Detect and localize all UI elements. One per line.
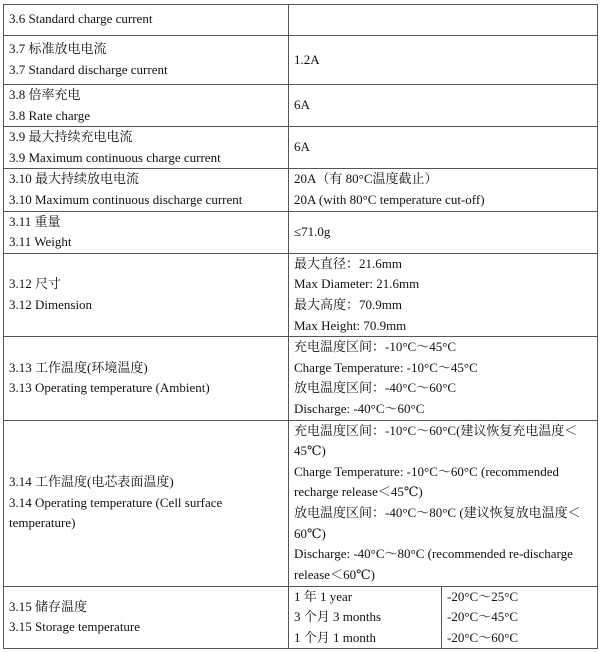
spec-value-line: 6A — [294, 139, 310, 155]
spec-value-line: ≤71.0g — [294, 223, 331, 239]
spec-label-line: 3.9 最大持续充电电流 — [9, 129, 133, 145]
spec-label-line: 3.6 Standard charge current — [9, 11, 153, 26]
spec-value — [289, 337, 598, 420]
spec-value — [289, 211, 598, 253]
spec-value — [289, 253, 598, 336]
spec-value-line: 充电温度区间：-10°C～45°C — [294, 339, 457, 355]
spec-label — [4, 5, 289, 36]
storage-range: -20°C～60°C — [447, 629, 519, 645]
specification-table — [3, 4, 598, 649]
spec-label — [4, 85, 289, 127]
spec-label-line: 3.13 Operating temperature (Ambient) — [9, 380, 210, 396]
storage-period: 1 年 1 year — [294, 588, 353, 604]
table-row — [4, 36, 598, 85]
spec-label-line: 3.8 倍率充电 — [9, 87, 81, 102]
spec-label-line: 3.8 Rate charge — [9, 107, 90, 123]
table-row — [4, 586, 598, 649]
spec-value — [289, 36, 598, 85]
storage-period-cell — [289, 586, 442, 649]
spec-value-line: 放电温度区间：-40°C～60°C — [294, 380, 457, 396]
spec-label-line: 3.10 最大持续放电电流 — [9, 171, 140, 187]
storage-range-cell — [442, 586, 598, 649]
spec-value-line: 充电温度区间：-10°C～60°C(建议恢复充电温度＜45℃) — [294, 422, 578, 459]
spec-value-line: 6A — [294, 97, 310, 113]
spec-label-line: 3.15 Storage temperature — [9, 619, 141, 635]
spec-label-line: 3.11 Weight — [9, 234, 72, 250]
spec-value — [289, 127, 598, 169]
table-row — [4, 127, 598, 169]
table-row — [4, 211, 598, 253]
storage-range: -20°C～25°C — [447, 588, 519, 604]
table-row — [4, 420, 598, 586]
spec-value-line: Max Height: 70.9mm — [294, 317, 407, 333]
spec-label — [4, 420, 289, 586]
spec-label — [4, 586, 289, 649]
spec-value — [289, 5, 598, 36]
spec-label — [4, 36, 289, 85]
spec-value-line: Discharge: -40°C～80°C (recommended re-discharge release＜60℃) — [294, 546, 573, 582]
spec-label-line: 3.10 Maximum continuous discharge current — [9, 191, 243, 207]
table-row — [4, 253, 598, 336]
spec-label-line: 3.11 重量 — [9, 213, 61, 229]
spec-value — [289, 420, 598, 586]
storage-period: 1 个月 1 month — [294, 629, 376, 645]
spec-value-line: 1.2A — [294, 51, 320, 67]
spec-label — [4, 169, 289, 211]
spec-value-line: 放电温度区间：-40°C～80°C (建议恢复放电温度＜60℃) — [294, 505, 581, 541]
spec-label-line: 3.12 尺寸 — [9, 276, 62, 292]
table-row — [4, 169, 598, 211]
spec-label — [4, 211, 289, 253]
spec-value-line: Charge Temperature: -10°C～45°C — [294, 359, 478, 375]
spec-value-line: 最大直径：21.6mm — [294, 255, 402, 271]
spec-value-line: 20A（有 80°C温度截止） — [294, 171, 438, 187]
spec-label-line: 3.7 标准放电电流 — [9, 41, 107, 57]
spec-label-line: 3.14 Operating temperature (Cell surface temperature) — [9, 494, 223, 531]
spec-value — [289, 85, 598, 127]
spec-value — [289, 169, 598, 211]
spec-label-line: 3.13 工作温度(环境温度) — [9, 359, 148, 375]
spec-value-line: Max Diameter: 21.6mm — [294, 276, 420, 292]
storage-period: 3 个月 3 months — [294, 609, 382, 625]
spec-value-line: Discharge: -40°C～60°C — [294, 400, 425, 416]
spec-label — [4, 127, 289, 169]
table-row — [4, 85, 598, 127]
spec-label-line: 3.12 Dimension — [9, 296, 93, 312]
spec-label-line: 3.7 Standard discharge current — [9, 62, 168, 77]
spec-label-line: 3.15 储存温度 — [9, 598, 88, 614]
storage-range: -20°C～45°C — [447, 609, 519, 625]
spec-label-line: 3.14 工作温度(电芯表面温度) — [9, 474, 174, 490]
spec-value-line: 20A (with 80°C temperature cut-off) — [294, 191, 485, 207]
spec-label — [4, 337, 289, 420]
table-row — [4, 5, 598, 36]
spec-label-line: 3.9 Maximum continuous charge current — [9, 149, 221, 165]
spec-value-line: Charge Temperature: -10°C～60°C (recommended recharge release＜45℃) — [294, 463, 559, 500]
spec-label — [4, 253, 289, 336]
table-row — [4, 337, 598, 420]
spec-value-line: 最大高度：70.9mm — [294, 296, 402, 312]
